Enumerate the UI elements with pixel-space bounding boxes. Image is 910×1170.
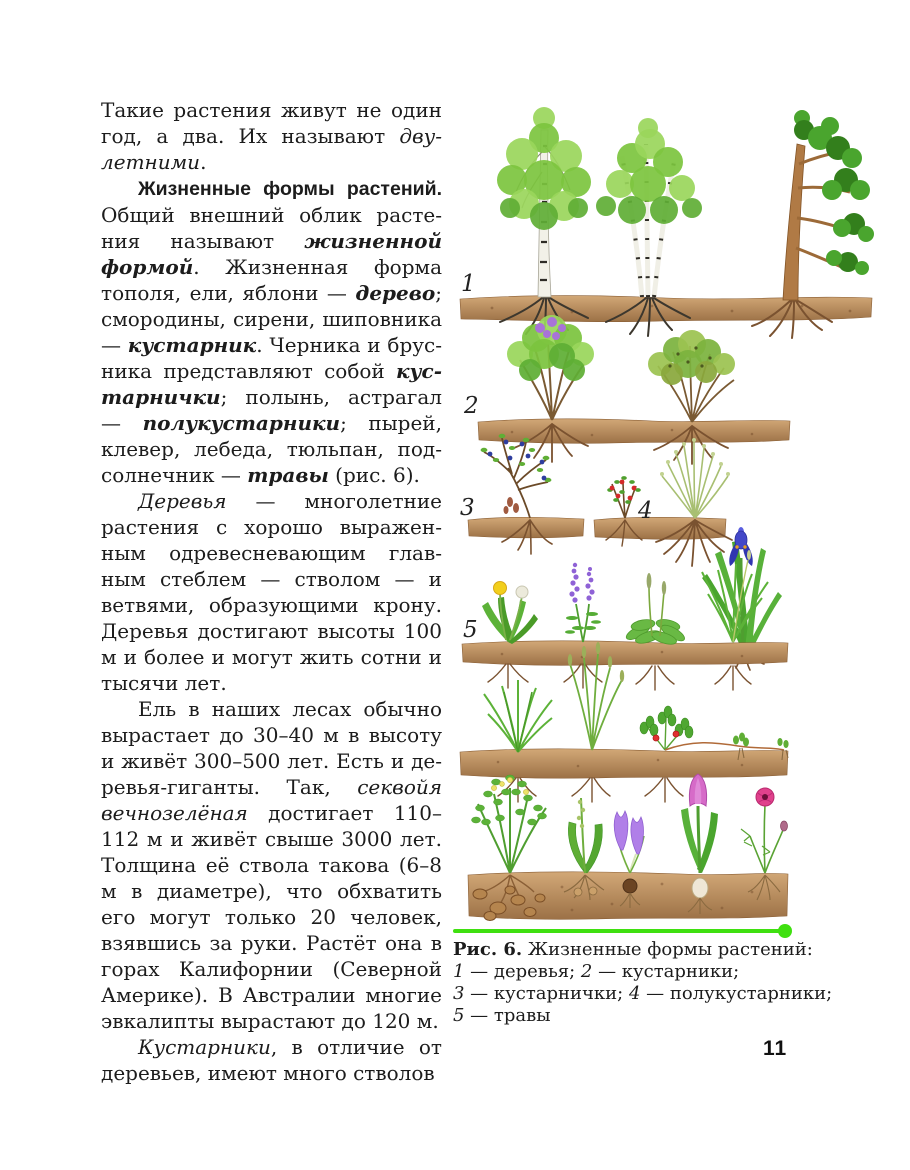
figure-label-4: 4	[638, 498, 653, 524]
caption-line-1: 1 — деревья; 2 — кустарники;	[453, 961, 740, 982]
caption-line-3: 5 — травы	[453, 1005, 551, 1026]
dandelion-illustration	[482, 582, 538, 689]
figure-caption	[453, 939, 883, 1027]
paragraph-shrubs: Кустарники, в отличие от деревьев, имеют много стволов	[101, 1035, 442, 1085]
plantain-illustration	[624, 573, 687, 690]
figure-label-1: 1	[461, 271, 476, 297]
paragraph-life-forms: Жизненные формы растений. Общий внешний облик растения называют жизненной формой. Жизненная форма тополя, ели, яблони — дерево; смородины, сирени, шиповника — кустарник. Черника и брусника представляют собой кустарнички; полынь, астрагал — полукустарники; пырей, клевер, лебеда, тюльпан, подсолнечник — травы (рис. 6).	[101, 178, 442, 487]
figure-label-3: 3	[460, 495, 475, 521]
body-text-column	[101, 97, 442, 1086]
caption-line-title: Рис. 6. Жизненные формы растений:	[453, 939, 813, 960]
figure-label-2: 2	[464, 393, 479, 419]
paragraph-trees: Деревья — многолетние растения с хорошо выраженным одревесневающим главным стеблем — стволом — и ветвями, образующими крону. Деревья достигают высоты 100 м и более и могут жить сотни и тысячи лет.	[101, 489, 442, 695]
figure-label-5: 5	[463, 617, 478, 643]
plant-life-forms-illustration	[452, 92, 882, 938]
figure-6	[452, 92, 882, 938]
wormwood-subshrub-illustration	[656, 438, 732, 566]
paragraph-sequoia: Ель в наших лесах обычно вырастает до 30–40 м в высоту и живёт 300–500 лет. Есть и деревья-гиганты. Так, секвойя вечнозелёная достигает 110–112 м и живёт свыше 3000 лет. Толщина её ствола такова (6–8 м в диаметре), что обхватить его могут только 20 человек, взявшись за руки. Растёт она в горах Калифорнии (Северной Америке). В Австралии многие эвкалипты вырастают до 120 м.	[101, 697, 442, 1033]
shrub-illustration	[648, 330, 735, 464]
paragraph-biennials: Такие растения живут не один год, а два. Их называют двулетними.	[101, 98, 442, 174]
page-number: 11	[763, 1037, 788, 1060]
caption-line-2: 3 — кустарнички; 4 — полукустарники;	[453, 983, 833, 1004]
caption-divider-dot	[778, 924, 792, 938]
cowberry-dwarf-shrub-illustration	[606, 476, 642, 546]
caption-divider-rule	[453, 929, 787, 933]
ground-strip-row4	[462, 641, 788, 665]
